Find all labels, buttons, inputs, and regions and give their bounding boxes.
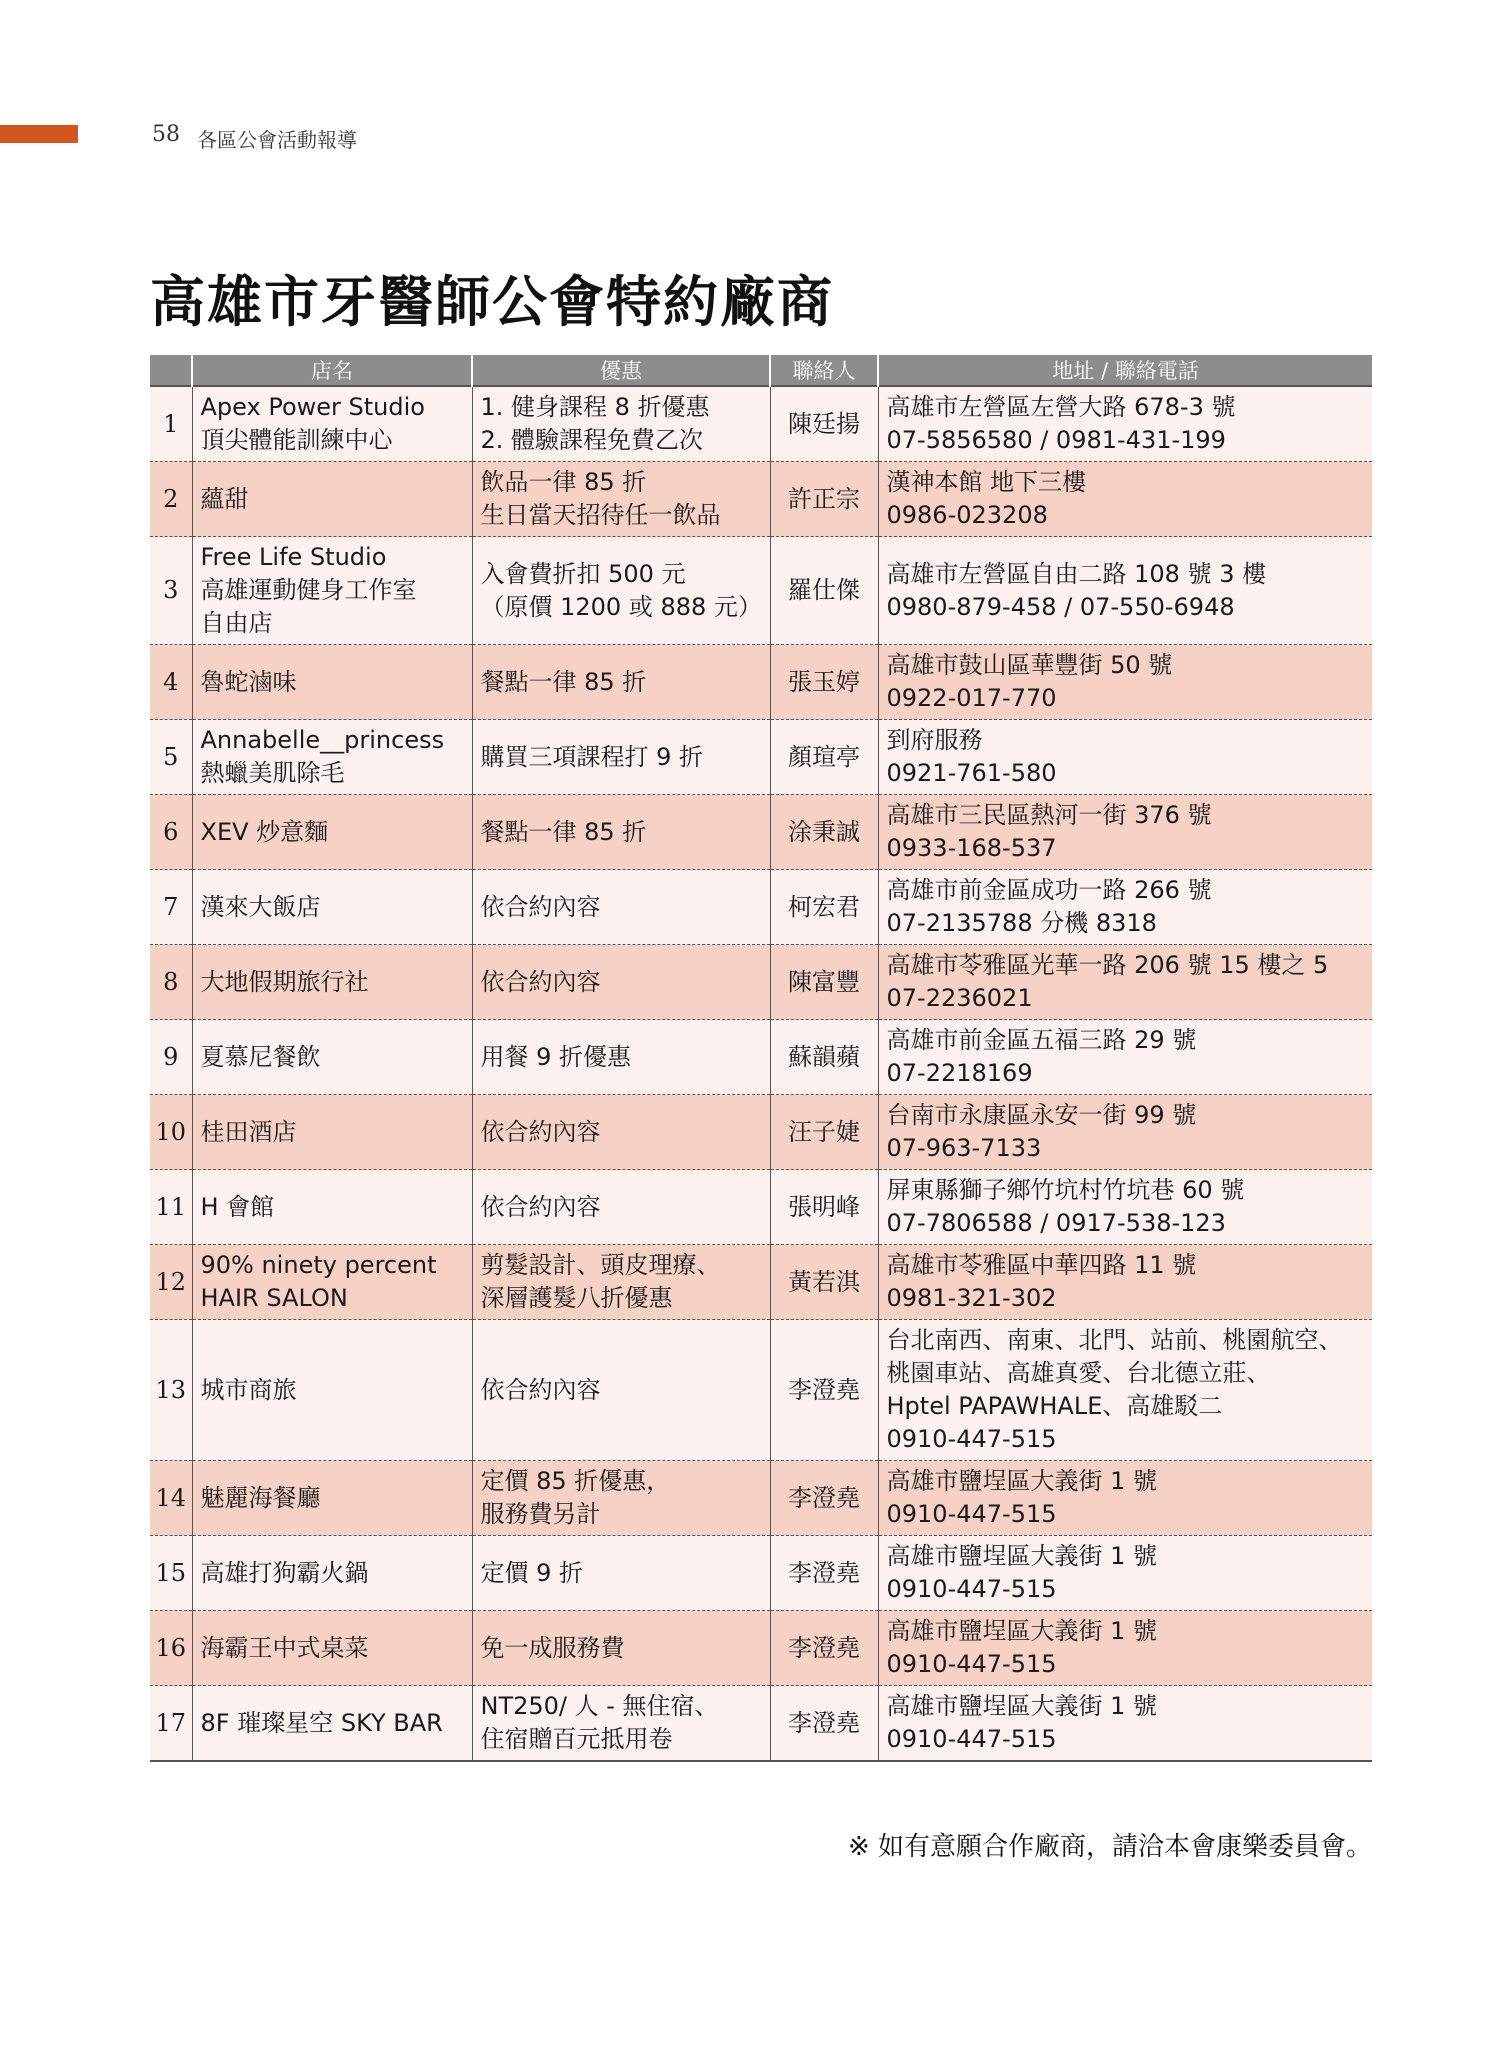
- vendor-contact: 張明峰: [770, 1170, 878, 1245]
- address-line: 高雄市三民區熱河一街 376 號: [886, 801, 1212, 829]
- vendor-offer: [472, 1320, 770, 1461]
- row-number: 3: [150, 537, 192, 645]
- vendor-offer: [472, 1020, 770, 1095]
- vendor-offer: [472, 945, 770, 1020]
- row-number: 9: [150, 1020, 192, 1095]
- vendor-address: [878, 720, 1372, 795]
- row-number: 1: [150, 386, 192, 462]
- offer-line: 入會費折扣 500 元: [480, 559, 686, 588]
- address-line: 高雄市鹽埕區大義街 1 號: [886, 1692, 1158, 1720]
- footnote: ※ 如有意願合作廠商，請洽本會康樂委員會。: [847, 1832, 1372, 1862]
- name-line: 高雄打狗霸火鍋: [200, 1558, 369, 1587]
- offer-line: 依合約內容: [480, 967, 601, 996]
- vendor-offer: [472, 1686, 770, 1762]
- address-line: 高雄市前金區五福三路 29 號: [886, 1026, 1197, 1054]
- offer-line: 2. 體驗課程免費乙次: [480, 426, 704, 454]
- address-line: 到府服務: [886, 726, 983, 754]
- vendor-contact: 顏瑄亭: [770, 720, 878, 795]
- vendor-offer: [472, 462, 770, 537]
- vendor-name: [192, 1611, 472, 1686]
- row-number: 14: [150, 1461, 192, 1536]
- vendor-name: [192, 645, 472, 720]
- address-line: 0981-321-302: [886, 1284, 1057, 1312]
- page-title: 高雄市牙醫師公會特約廠商: [150, 270, 835, 334]
- name-line: Free Life Studio: [200, 543, 387, 571]
- vendor-address: [878, 870, 1372, 945]
- table-row: [150, 462, 1372, 537]
- table-row: [150, 945, 1372, 1020]
- offer-line: 購買三項課程打 9 折: [480, 742, 704, 771]
- row-number: 2: [150, 462, 192, 537]
- name-line: 熱蠟美肌除毛: [200, 759, 345, 787]
- vendor-contact: 蘇韻蘋: [770, 1020, 878, 1095]
- table-row: [150, 1170, 1372, 1245]
- vendor-contact: 李澄堯: [770, 1461, 878, 1536]
- vendor-contact: 李澄堯: [770, 1320, 878, 1461]
- offer-line: 定價 9 折: [480, 1558, 584, 1587]
- table-row: [150, 1461, 1372, 1536]
- row-number: 6: [150, 795, 192, 870]
- page-number: 58: [152, 122, 180, 147]
- name-line: Apex Power Studio: [200, 393, 425, 421]
- vendor-address: [878, 1095, 1372, 1170]
- table-row: [150, 1020, 1372, 1095]
- name-line: 蘊甜: [200, 484, 249, 513]
- vendor-address: [878, 645, 1372, 720]
- name-line: HAIR SALON: [200, 1284, 348, 1312]
- vendor-contact: 張玉婷: [770, 645, 878, 720]
- address-line: 0910-447-515: [886, 1650, 1057, 1678]
- address-line: Hptel PAPAWHALE、高雄駁二: [886, 1392, 1223, 1420]
- vendor-address: [878, 386, 1372, 462]
- address-line: 07-963-7133: [886, 1134, 1042, 1162]
- vendor-address: [878, 1686, 1372, 1762]
- table-row: [150, 645, 1372, 720]
- row-number: 8: [150, 945, 192, 1020]
- table-row: [150, 1536, 1372, 1611]
- row-number: 17: [150, 1686, 192, 1762]
- accent-bar: [0, 125, 78, 143]
- vendor-name: [192, 1320, 472, 1461]
- address-line: 07-2135788 分機 8318: [886, 909, 1157, 937]
- address-line: 0910-447-515: [886, 1725, 1057, 1753]
- vendor-offer: [472, 645, 770, 720]
- name-line: 自由店: [200, 609, 273, 637]
- offer-line: （原價 1200 或 888 元）: [480, 592, 762, 621]
- address-line: 0910-447-515: [886, 1500, 1057, 1528]
- offer-line: 剪髮設計、頭皮理療、: [480, 1251, 721, 1279]
- vendor-offer: [472, 795, 770, 870]
- row-number: 15: [150, 1536, 192, 1611]
- offer-line: 依合約內容: [480, 1192, 601, 1221]
- name-line: 魅麗海餐廳: [200, 1483, 321, 1512]
- vendor-address: [878, 945, 1372, 1020]
- vendor-table: [150, 355, 1372, 1762]
- vendor-name: [192, 386, 472, 462]
- vendor-address: [878, 1170, 1372, 1245]
- offer-line: 用餐 9 折優惠: [480, 1042, 632, 1071]
- vendor-offer: [472, 870, 770, 945]
- vendor-offer: [472, 1170, 770, 1245]
- vendor-offer: [472, 1461, 770, 1536]
- vendor-name: [192, 945, 472, 1020]
- col-header-name: 店名: [192, 355, 472, 386]
- vendor-offer: [472, 1536, 770, 1611]
- name-line: 桂田酒店: [200, 1117, 297, 1146]
- vendor-name: [192, 1020, 472, 1095]
- col-header-no: [150, 355, 192, 386]
- vendor-name: [192, 720, 472, 795]
- vendor-address: [878, 537, 1372, 645]
- address-line: 高雄市苓雅區光華一路 206 號 15 樓之 5: [886, 951, 1329, 979]
- vendor-contact: 汪子婕: [770, 1095, 878, 1170]
- address-line: 07-7806588 / 0917-538-123: [886, 1209, 1226, 1237]
- address-line: 0980-879-458 / 07-550-6948: [886, 592, 1235, 621]
- row-number: 5: [150, 720, 192, 795]
- offer-line: 生日當天招待任一飲品: [480, 501, 721, 529]
- vendor-contact: 許正宗: [770, 462, 878, 537]
- vendor-offer: [472, 1095, 770, 1170]
- table-row: [150, 1686, 1372, 1762]
- name-line: 90% ninety percent: [200, 1251, 437, 1279]
- table-header: [150, 355, 1372, 386]
- row-number: 10: [150, 1095, 192, 1170]
- vendor-address: [878, 1461, 1372, 1536]
- vendor-address: [878, 1020, 1372, 1095]
- offer-line: 依合約內容: [480, 1375, 601, 1404]
- vendor-name: [192, 1245, 472, 1320]
- offer-line: 免一成服務費: [480, 1633, 625, 1662]
- offer-line: 依合約內容: [480, 892, 601, 921]
- name-line: XEV 炒意麵: [200, 817, 329, 846]
- offer-line: 定價 85 折優惠，: [480, 1467, 671, 1495]
- vendor-name: [192, 870, 472, 945]
- address-line: 0986-023208: [886, 501, 1048, 529]
- address-line: 高雄市鹽埕區大義街 1 號: [886, 1467, 1158, 1495]
- vendor-offer: [472, 537, 770, 645]
- offer-line: 深層護髮八折優惠: [480, 1284, 673, 1312]
- name-line: Annabelle__princess: [200, 726, 445, 754]
- address-line: 屏東縣獅子鄉竹坑村竹坑巷 60 號: [886, 1176, 1245, 1204]
- vendor-name: [192, 1170, 472, 1245]
- address-line: 高雄市鹽埕區大義街 1 號: [886, 1542, 1158, 1570]
- name-line: H 會館: [200, 1192, 275, 1221]
- col-header-address: 地址 / 聯絡電話: [878, 355, 1372, 386]
- name-line: 頂尖體能訓練中心: [200, 426, 393, 454]
- offer-line: 餐點一律 85 折: [480, 817, 647, 846]
- vendor-name: [192, 1536, 472, 1611]
- address-line: 台南市永康區永安一街 99 號: [886, 1101, 1197, 1129]
- vendor-offer: [472, 1611, 770, 1686]
- vendor-name: [192, 1461, 472, 1536]
- offer-line: 餐點一律 85 折: [480, 667, 647, 696]
- address-line: 07-2236021: [886, 984, 1033, 1012]
- vendor-name: [192, 537, 472, 645]
- vendor-address: [878, 1320, 1372, 1461]
- row-number: 7: [150, 870, 192, 945]
- row-number: 4: [150, 645, 192, 720]
- address-line: 0921-761-580: [886, 759, 1057, 787]
- row-number: 16: [150, 1611, 192, 1686]
- offer-line: 服務費另計: [480, 1500, 601, 1528]
- name-line: 大地假期旅行社: [200, 967, 369, 996]
- address-line: 漢神本館 地下三樓: [886, 468, 1087, 496]
- offer-line: 住宿贈百元抵用卷: [480, 1725, 673, 1753]
- vendor-address: [878, 795, 1372, 870]
- address-line: 高雄市左營區自由二路 108 號 3 樓: [886, 559, 1267, 588]
- offer-line: 依合約內容: [480, 1117, 601, 1146]
- table-row: [150, 1245, 1372, 1320]
- address-line: 高雄市前金區成功一路 266 號: [886, 876, 1212, 904]
- row-number: 13: [150, 1320, 192, 1461]
- vendor-contact: 陳富豐: [770, 945, 878, 1020]
- name-line: 8F 璀璨星空 SKY BAR: [200, 1708, 443, 1737]
- table-row: [150, 386, 1372, 462]
- vendor-contact: 羅仕傑: [770, 537, 878, 645]
- name-line: 夏慕尼餐飲: [200, 1042, 321, 1071]
- row-number: 11: [150, 1170, 192, 1245]
- offer-line: 1. 健身課程 8 折優惠: [480, 393, 710, 421]
- vendor-address: [878, 462, 1372, 537]
- vendor-contact: 李澄堯: [770, 1611, 878, 1686]
- name-line: 海霸王中式桌菜: [200, 1633, 369, 1662]
- vendor-contact: 李澄堯: [770, 1686, 878, 1762]
- vendor-offer: [472, 386, 770, 462]
- name-line: 高雄運動健身工作室: [200, 576, 417, 604]
- col-header-offer: 優惠: [472, 355, 770, 386]
- vendor-contact: 李澄堯: [770, 1536, 878, 1611]
- vendor-offer: [472, 720, 770, 795]
- vendor-address: [878, 1611, 1372, 1686]
- table-row: [150, 537, 1372, 645]
- address-line: 桃園車站、高雄真愛、台北德立莊、: [886, 1359, 1271, 1387]
- vendor-address: [878, 1245, 1372, 1320]
- name-line: 魯蛇滷味: [200, 667, 297, 696]
- name-line: 漢來大飯店: [200, 892, 321, 921]
- address-line: 0910-447-515: [886, 1575, 1057, 1603]
- address-line: 高雄市苓雅區中華四路 11 號: [886, 1251, 1197, 1279]
- table-row: [150, 795, 1372, 870]
- address-line: 07-5856580 / 0981-431-199: [886, 426, 1226, 454]
- address-line: 0910-447-515: [886, 1425, 1057, 1453]
- address-line: 高雄市鼓山區華豐街 50 號: [886, 651, 1173, 679]
- table-row: [150, 870, 1372, 945]
- vendor-name: [192, 1686, 472, 1762]
- vendor-contact: 陳廷揚: [770, 386, 878, 462]
- address-line: 高雄市左營區左營大路 678-3 號: [886, 393, 1236, 421]
- table-row: [150, 1095, 1372, 1170]
- address-line: 0922-017-770: [886, 684, 1057, 712]
- vendor-contact: 涂秉誠: [770, 795, 878, 870]
- vendor-offer: [472, 1245, 770, 1320]
- vendor-name: [192, 795, 472, 870]
- col-header-contact: 聯絡人: [770, 355, 878, 386]
- vendor-name: [192, 462, 472, 537]
- table-row: [150, 720, 1372, 795]
- name-line: 城市商旅: [200, 1375, 297, 1404]
- vendor-address: [878, 1536, 1372, 1611]
- row-number: 12: [150, 1245, 192, 1320]
- table-row: [150, 1611, 1372, 1686]
- offer-line: NT250/ 人 - 無住宿、: [480, 1692, 719, 1720]
- offer-line: 飲品一律 85 折: [480, 468, 647, 496]
- vendor-contact: 柯宏君: [770, 870, 878, 945]
- table-row: [150, 1320, 1372, 1461]
- address-line: 台北南西、南東、北門、站前、桃園航空、: [886, 1326, 1343, 1354]
- address-line: 0933-168-537: [886, 834, 1057, 862]
- address-line: 07-2218169: [886, 1059, 1033, 1087]
- running-header: 各區公會活動報導: [197, 128, 357, 152]
- address-line: 高雄市鹽埕區大義街 1 號: [886, 1617, 1158, 1645]
- vendor-contact: 黃若淇: [770, 1245, 878, 1320]
- vendor-name: [192, 1095, 472, 1170]
